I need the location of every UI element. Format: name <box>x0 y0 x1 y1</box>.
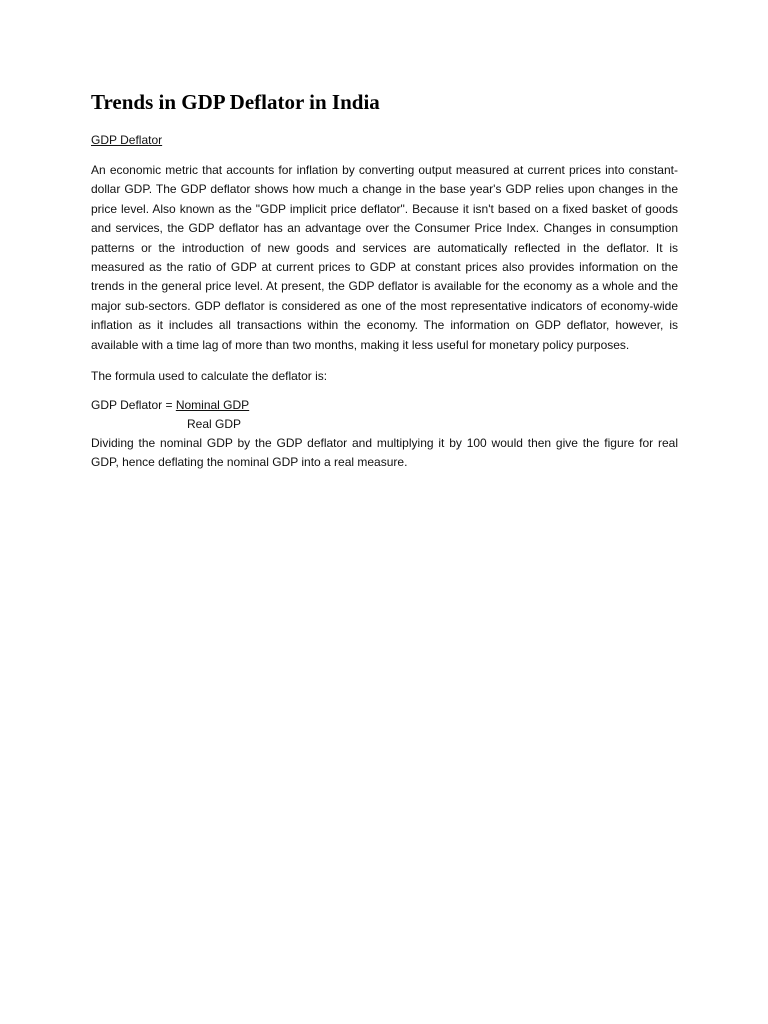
explanation-paragraph: Dividing the nominal GDP by the GDP deflator and multiplying it by 100 would then give the figure for real GDP, hence deflating the nominal GDP into a real measure. <box>91 436 678 470</box>
formula-denominator: Real GDP <box>187 417 242 432</box>
formula-lhs: GDP Deflator = <box>91 398 176 413</box>
section-heading: GDP Deflator <box>91 133 163 147</box>
document-title: Trends in GDP Deflator in India <box>91 90 380 114</box>
formula-intro: The formula used to calculate the deflator is: <box>91 369 328 384</box>
formula-line <box>91 396 678 415</box>
definition-paragraph: An economic metric that accounts for inflation by converting output measured at current prices into constant-dollar GDP. The GDP deflator shows how much a change in the base year's GDP relies upon changes in the price level. Also known as the "GDP implicit price deflator". Because it isn't based on a fixed basket of goods and services, the GDP deflator has an advantage over the Consumer Price Index. Changes in consumption patterns or the introduction of new goods and services are automatically reflected in the deflator. It is measured as the ratio of GDP at current prices to GDP at constant prices also provides information on the trends in the general price level. At present, the GDP deflator is available for the economy as a whole and the major sub-sectors. GDP deflator is considered as one of the most representative indicators of economy-wide inflation as it includes all transactions within the economy. The information on GDP deflator, however, is available with a time lag of more than two months, making it less useful for monetary policy purposes. <box>91 163 678 352</box>
document-content <box>91 88 678 485</box>
formula-numerator: Nominal GDP <box>175 398 250 413</box>
